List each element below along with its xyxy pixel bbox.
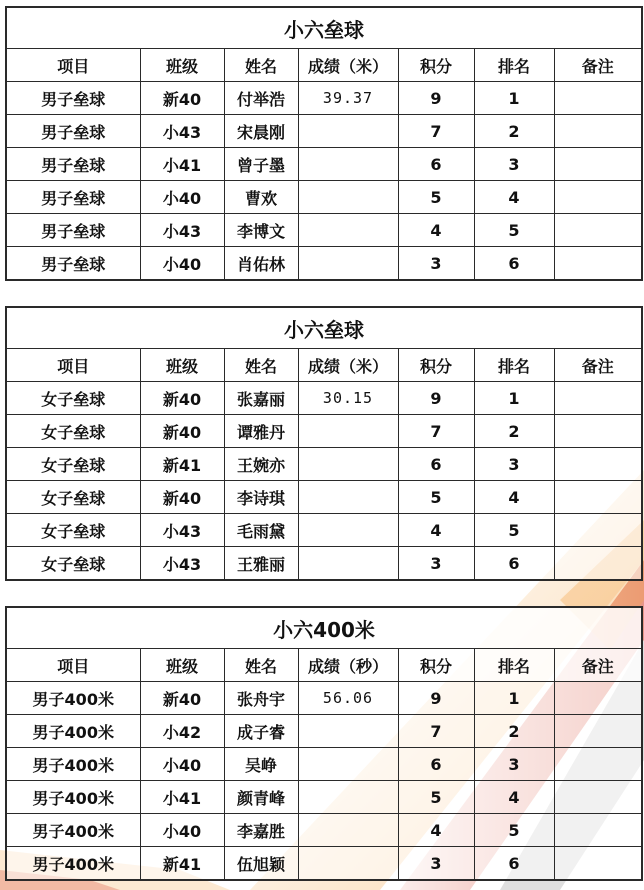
cell-name: 成子睿 [224,715,298,748]
cell-name: 谭雅丹 [224,415,298,448]
table-row [6,181,642,214]
cell-notes [554,514,642,547]
col-header-class: 班级 [140,49,224,82]
cell-rank: 6 [474,847,554,881]
cell-result [298,847,398,881]
cell-result [298,781,398,814]
cell-rank: 1 [474,382,554,415]
cell-result [298,514,398,547]
cell-class: 小40 [140,247,224,281]
table-row [6,814,642,847]
cell-class: 新41 [140,847,224,881]
cell-notes [554,682,642,715]
cell-result [298,814,398,847]
cell-points: 7 [398,115,474,148]
cell-points: 5 [398,181,474,214]
table-row [6,481,642,514]
cell-name: 李诗琪 [224,481,298,514]
cell-result [298,181,398,214]
cell-result [298,247,398,281]
cell-points: 3 [398,847,474,881]
cell-event: 男子垒球 [6,181,140,214]
cell-event: 男子400米 [6,748,140,781]
table-row [6,748,642,781]
cell-name: 张舟宇 [224,682,298,715]
cell-class: 新40 [140,682,224,715]
col-header-result: 成绩（米） [298,49,398,82]
cell-points: 9 [398,382,474,415]
cell-result [298,148,398,181]
cell-result [298,448,398,481]
col-header-notes: 备注 [554,649,642,682]
results-table [5,6,643,281]
cell-rank: 3 [474,448,554,481]
cell-class: 小43 [140,214,224,247]
cell-rank: 1 [474,682,554,715]
col-header-name: 姓名 [224,349,298,382]
col-header-name: 姓名 [224,49,298,82]
col-header-notes: 备注 [554,49,642,82]
cell-points: 6 [398,448,474,481]
cell-points: 7 [398,415,474,448]
cell-name: 肖佑林 [224,247,298,281]
cell-event: 女子垒球 [6,481,140,514]
cell-result [298,415,398,448]
cell-rank: 2 [474,415,554,448]
cell-name: 伍旭颖 [224,847,298,881]
cell-notes [554,481,642,514]
cell-rank: 5 [474,814,554,847]
cell-name: 宋晨刚 [224,115,298,148]
cell-rank: 4 [474,781,554,814]
table-row [6,547,642,581]
cell-result [298,547,398,581]
cell-notes [554,415,642,448]
results-table-2 [5,306,641,581]
cell-notes [554,181,642,214]
col-header-result: 成绩（米） [298,349,398,382]
cell-event: 女子垒球 [6,514,140,547]
cell-rank: 4 [474,181,554,214]
table-row [6,682,642,715]
col-header-points: 积分 [398,649,474,682]
cell-event: 男子400米 [6,847,140,881]
cell-notes [554,547,642,581]
cell-result [298,715,398,748]
cell-event: 女子垒球 [6,415,140,448]
cell-name: 李博文 [224,214,298,247]
cell-event: 男子垒球 [6,148,140,181]
cell-result: 30.15 [298,382,398,415]
cell-notes [554,214,642,247]
table-row [6,247,642,281]
col-header-notes: 备注 [554,349,642,382]
cell-class: 新40 [140,382,224,415]
col-header-rank: 排名 [474,649,554,682]
cell-name: 毛雨黛 [224,514,298,547]
cell-notes [554,748,642,781]
cell-name: 曹欢 [224,181,298,214]
cell-event: 女子垒球 [6,382,140,415]
cell-name: 王婉亦 [224,448,298,481]
table-row [6,382,642,415]
cell-notes [554,382,642,415]
cell-name: 付举浩 [224,82,298,115]
header-row [6,649,642,682]
col-header-class: 班级 [140,349,224,382]
col-header-event: 项目 [6,349,140,382]
table-row [6,82,642,115]
cell-notes [554,82,642,115]
cell-class: 小40 [140,181,224,214]
cell-rank: 1 [474,82,554,115]
cell-rank: 6 [474,247,554,281]
cell-rank: 5 [474,214,554,247]
cell-name: 张嘉丽 [224,382,298,415]
cell-points: 6 [398,148,474,181]
cell-notes [554,148,642,181]
col-header-rank: 排名 [474,49,554,82]
results-table [5,306,643,581]
col-header-rank: 排名 [474,349,554,382]
col-header-event: 项目 [6,649,140,682]
cell-points: 3 [398,547,474,581]
cell-event: 男子垒球 [6,115,140,148]
col-header-name: 姓名 [224,649,298,682]
cell-points: 7 [398,715,474,748]
cell-rank: 3 [474,148,554,181]
cell-event: 女子垒球 [6,547,140,581]
cell-rank: 2 [474,115,554,148]
cell-class: 小41 [140,148,224,181]
table-row [6,148,642,181]
table-title: 小六垒球 [6,7,642,49]
col-header-class: 班级 [140,649,224,682]
cell-name: 颜青峰 [224,781,298,814]
table-row [6,115,642,148]
cell-rank: 3 [474,748,554,781]
header-row [6,349,642,382]
table-title: 小六垒球 [6,307,642,349]
cell-class: 小43 [140,547,224,581]
cell-result [298,115,398,148]
col-header-result: 成绩（秒） [298,649,398,682]
cell-class: 小41 [140,781,224,814]
cell-event: 男子400米 [6,814,140,847]
cell-notes [554,781,642,814]
cell-name: 吴峥 [224,748,298,781]
cell-rank: 2 [474,715,554,748]
cell-rank: 4 [474,481,554,514]
header-row [6,49,642,82]
cell-points: 4 [398,214,474,247]
cell-points: 5 [398,781,474,814]
col-header-points: 积分 [398,49,474,82]
cell-notes [554,115,642,148]
cell-class: 小43 [140,115,224,148]
cell-event: 男子垒球 [6,82,140,115]
results-table-3 [5,606,641,881]
cell-class: 小40 [140,814,224,847]
table-row [6,514,642,547]
cell-result [298,481,398,514]
col-header-points: 积分 [398,349,474,382]
cell-notes [554,247,642,281]
table-row [6,448,642,481]
cell-notes [554,847,642,881]
cell-points: 3 [398,247,474,281]
cell-class: 新41 [140,448,224,481]
cell-name: 曾子墨 [224,148,298,181]
cell-result [298,748,398,781]
cell-class: 新40 [140,415,224,448]
cell-class: 小40 [140,748,224,781]
cell-points: 4 [398,514,474,547]
cell-notes [554,715,642,748]
cell-event: 男子垒球 [6,214,140,247]
cell-event: 男子400米 [6,715,140,748]
table-row [6,847,642,881]
table-title: 小六400米 [6,607,642,649]
cell-notes [554,448,642,481]
results-table-1 [5,6,641,281]
cell-class: 新40 [140,82,224,115]
results-table [5,606,643,881]
cell-notes [554,814,642,847]
cell-event: 女子垒球 [6,448,140,481]
cell-result [298,214,398,247]
table-row [6,715,642,748]
cell-points: 4 [398,814,474,847]
cell-class: 新40 [140,481,224,514]
cell-event: 男子垒球 [6,247,140,281]
table-row [6,214,642,247]
cell-class: 小42 [140,715,224,748]
cell-points: 6 [398,748,474,781]
cell-name: 王雅丽 [224,547,298,581]
cell-points: 5 [398,481,474,514]
col-header-event: 项目 [6,49,140,82]
cell-event: 男子400米 [6,682,140,715]
cell-rank: 6 [474,547,554,581]
table-row [6,415,642,448]
cell-result: 56.06 [298,682,398,715]
cell-points: 9 [398,82,474,115]
table-row [6,781,642,814]
cell-class: 小43 [140,514,224,547]
cell-points: 9 [398,682,474,715]
cell-rank: 5 [474,514,554,547]
cell-name: 李嘉胜 [224,814,298,847]
cell-event: 男子400米 [6,781,140,814]
cell-result: 39.37 [298,82,398,115]
